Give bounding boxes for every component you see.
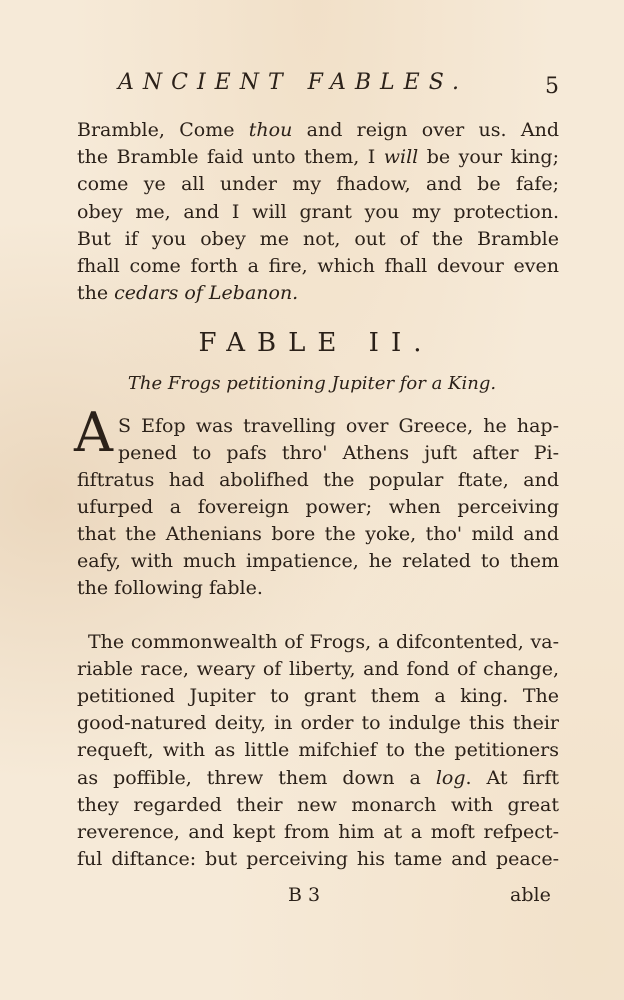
page-number: 5 bbox=[545, 74, 559, 99]
signature-mark: B 3 bbox=[288, 884, 321, 906]
text-line: ufurped a fovereign power; when perceiving bbox=[77, 496, 559, 518]
text-line: the cedars of Lebanon. bbox=[77, 282, 299, 304]
text-line: as poffible, threw them down a log. At firft bbox=[77, 767, 559, 789]
text-line: riable race, weary of liberty, and fond of change, bbox=[77, 658, 559, 680]
text-line: fiftratus had abolifhed the popular ftate, and bbox=[77, 469, 559, 491]
text-line: reverence, and kept from him at a moft refpect- bbox=[77, 821, 559, 843]
fable-heading: FABLE II. bbox=[198, 328, 434, 358]
text-line: petitioned Jupiter to grant them a king. The bbox=[77, 685, 559, 707]
running-head: ANCIENT FABLES. bbox=[118, 70, 468, 95]
text-line: S Efop was travelling over Greece, he hap- bbox=[118, 415, 559, 437]
text-line: obey me, and I will grant you my protection. bbox=[77, 201, 559, 223]
text-line: The commonwealth of Frogs, a difcontented, va- bbox=[88, 631, 559, 653]
fable-subtitle: The Frogs petitioning Jupiter for a King. bbox=[127, 373, 497, 394]
text-line: the Bramble faid unto them, I will be your king; bbox=[77, 146, 559, 168]
text-line: they regarded their new monarch with great bbox=[77, 794, 559, 816]
text-line: But if you obey me not, out of the Bramble bbox=[77, 228, 559, 250]
text-line: come ye all under my fhadow, and be fafe; bbox=[77, 173, 559, 195]
drop-cap: A bbox=[74, 401, 113, 464]
text-line: requeft, with as little mifchief to the petitioners bbox=[77, 739, 559, 761]
text-line: the following fable. bbox=[77, 577, 263, 599]
text-line: eafy, with much impatience, he related to them bbox=[77, 550, 559, 572]
text-line: fhall come forth a fire, which fhall devour even bbox=[77, 255, 559, 277]
text-line: ful diftance: but perceiving his tame and peace- bbox=[77, 848, 559, 870]
text-line: good-natured deity, in order to indulge this their bbox=[77, 712, 559, 734]
catchword: able bbox=[510, 884, 551, 906]
text-line: that the Athenians bore the yoke, tho' mild and bbox=[77, 523, 559, 545]
text-line: pened to pafs thro' Athens juft after Pi- bbox=[118, 442, 559, 464]
text-line: Bramble, Come thou and reign over us. And bbox=[77, 119, 560, 141]
